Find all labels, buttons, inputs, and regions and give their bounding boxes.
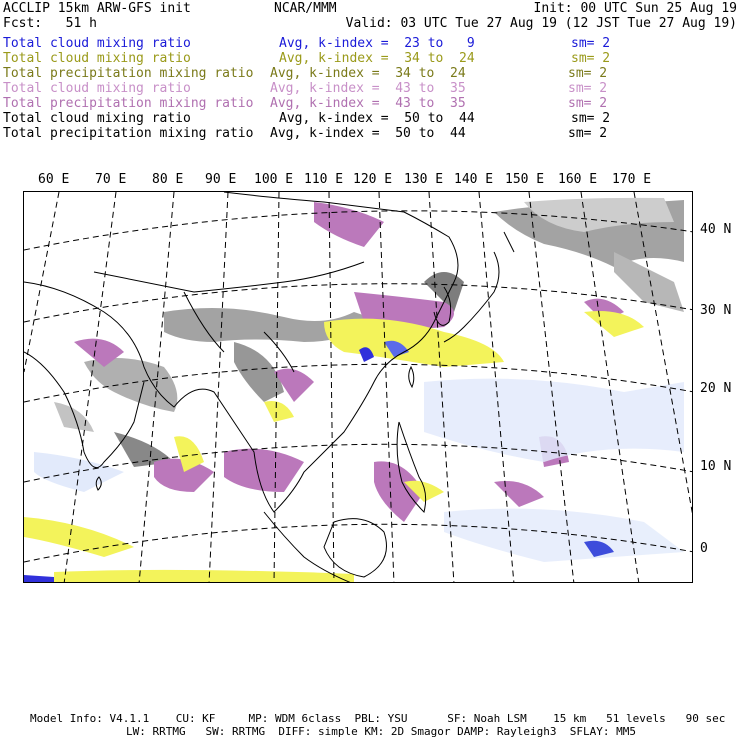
field-avg: Avg, k-index = 23 to 9: [279, 36, 475, 51]
field-sm: sm= 2: [568, 126, 608, 141]
lon-label: 170 E: [612, 172, 652, 187]
lon-label: 60 E: [38, 172, 70, 187]
center-label: NCAR/MMM: [274, 1, 337, 16]
model-info-line2: LW: RRTMG SW: RRTMG DIFF: simple KM: 2D Smagor DAMP: Rayleigh3 SFLAY: MM5: [126, 725, 636, 738]
model-title: ACCLIP 15km ARW-GFS init: [3, 1, 191, 16]
field-sm: sm= 2: [571, 36, 611, 51]
map-canvas: [24, 192, 693, 583]
field-avg: Avg, k-index = 34 to 24: [270, 66, 466, 81]
lon-label: 140 E: [454, 172, 494, 187]
lat-label: 20 N: [700, 381, 732, 396]
map-panel: [23, 191, 693, 583]
field-name: Total cloud mixing ratio: [3, 111, 191, 126]
field-sm: sm= 2: [571, 111, 611, 126]
lon-label: 100 E: [254, 172, 294, 187]
field-avg: Avg, k-index = 50 to 44: [270, 126, 466, 141]
init-time: Init: 00 UTC Sun 25 Aug 19: [533, 1, 737, 16]
field-avg: Avg, k-index = 34 to 24: [279, 51, 475, 66]
field-sm: sm= 2: [568, 66, 608, 81]
model-info-line1: Model Info: V4.1.1 CU: KF MP: WDM 6class PBL: YSU SF: Noah LSM 15 km 51 levels 90 sec: [30, 712, 726, 725]
lon-label: 90 E: [205, 172, 237, 187]
lon-label: 110 E: [304, 172, 344, 187]
cloud-shading: [24, 198, 684, 583]
field-sm: sm= 2: [568, 96, 608, 111]
field-sm: sm= 2: [568, 81, 608, 96]
field-avg: Avg, k-index = 43 to 35: [270, 96, 466, 111]
field-name: Total precipitation mixing ratio: [3, 126, 254, 141]
lon-label: 160 E: [558, 172, 598, 187]
field-avg: Avg, k-index = 50 to 44: [279, 111, 475, 126]
lon-label: 130 E: [404, 172, 444, 187]
lat-label: 0: [700, 541, 708, 556]
lon-label: 70 E: [95, 172, 127, 187]
lon-label: 150 E: [505, 172, 545, 187]
field-name: Total precipitation mixing ratio: [3, 66, 254, 81]
valid-time: Valid: 03 UTC Tue 27 Aug 19 (12 JST Tue 27 Aug 19): [345, 16, 737, 31]
field-name: Total cloud mixing ratio: [3, 36, 191, 51]
lon-label: 120 E: [353, 172, 393, 187]
field-name: Total cloud mixing ratio: [3, 81, 191, 96]
forecast-hour: Fcst: 51 h: [3, 16, 97, 31]
field-name: Total cloud mixing ratio: [3, 51, 191, 66]
lat-label: 30 N: [700, 303, 732, 318]
lon-label: 80 E: [152, 172, 184, 187]
field-name: Total precipitation mixing ratio: [3, 96, 254, 111]
lat-label: 10 N: [700, 459, 732, 474]
lat-label: 40 N: [700, 222, 732, 237]
field-sm: sm= 2: [571, 51, 611, 66]
field-avg: Avg, k-index = 43 to 35: [270, 81, 466, 96]
